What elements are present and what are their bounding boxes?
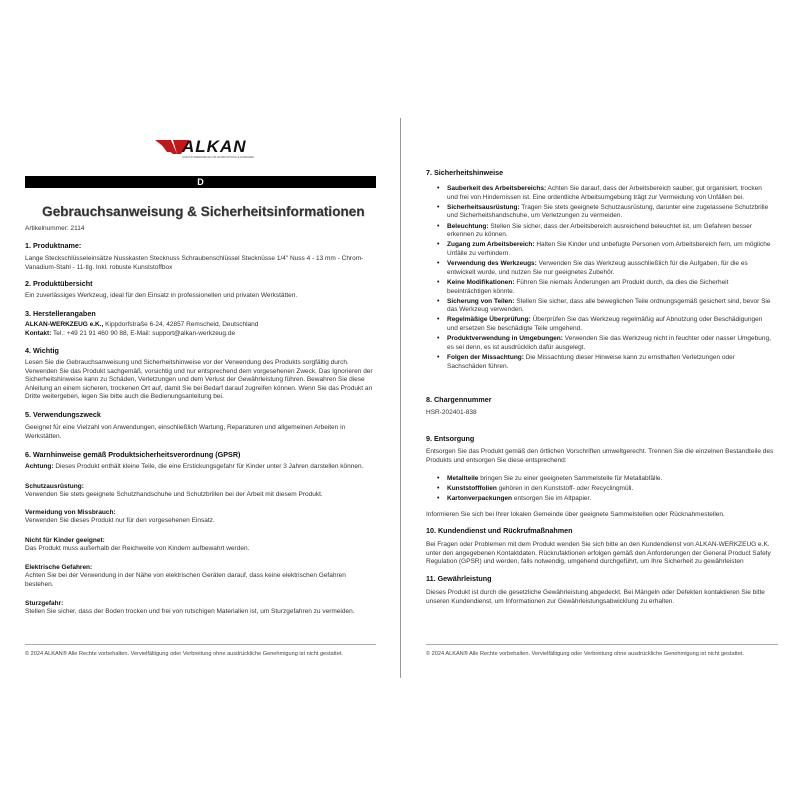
important-text: Lesen Sie die Gebrauchsanweisung und Sicherheitshinweise vor der Verwendung des Produkts sorgfältig durch. Verwenden Sie das Produkt sachgemäß, vorsichtig und nur entsprechend dem vorgesehenen Zweck. Das Ignorieren der Sicherheitshinweise kann zu Schäden, Verletzungen und dem Verlust der Gewährleistung führen. Bewahren Sie diese Anleitung an einem sicheren, trockenen Ort auf, damit Sie bei Bedarf darauf zugreifen können. Wenn Sie das Produkt an Dritte weitergeben, legen Sie bitte auch die Bedienungsanleitung bei. <box>25 359 373 401</box>
list-item: • Sauberkeit des Arbeitsbereichs: Achten Sie darauf, dass der Arbeitsbereich sauber, gut organisiert, trocken und frei von Hindernissen ist. Eine ordentliche Arbeitsumgebung trägt zur Vermeidung von Unfällen bei. <box>437 185 762 201</box>
right-page <box>402 0 800 800</box>
safety-list <box>434 185 774 373</box>
list-item: • Folgen der Missachtung: Die Missachtung dieser Hinweise kann zu ernsthaften Verletzungen oder Sachschäden führen. <box>437 354 735 370</box>
section-heading-3: 3. Herstellerangaben <box>25 309 96 318</box>
company-name: ALKAN-WERKZEUG e.K., <box>25 321 104 328</box>
warning-text-electrical: Achten Sie bei der Verwendung in der Nähe von elektrischen Geräten darauf, dass keine elektrischen Gefahren bestehen. <box>25 572 346 588</box>
product-overview-text: Ein zuverlässiges Werkzeug, ideal für den Einsatz in professionellen und privaten Werkstätten. <box>25 292 298 299</box>
section-heading-6: 6. Warnhinweise gemäß Produktsicherheitsverordnung (GPSR) <box>25 450 241 459</box>
footer-left: © 2024 ALKAN® Alle Rechte vorbehalten. Vervielfältigung oder Verbreitung ohne ausdrückliche Genehmigung ist nicht gestattet. <box>25 651 343 657</box>
contact-details: Tel.: +49 21 91 460 90 88, E-Mail: support@alkan-werkzeug.de <box>51 330 236 337</box>
section-heading-9: 9. Entsorgung <box>426 434 475 443</box>
attention-text <box>25 463 380 472</box>
warning-title-misuse: Vermeidung von Missbrauch: <box>25 509 116 516</box>
language-bar <box>25 176 376 188</box>
warning-text-misuse: Verwenden Sie dieses Produkt nur für den vorgesehenen Einsatz. <box>25 517 215 524</box>
section-heading-10: 10. Kundendienst und Rückrufmaßnahmen <box>426 526 573 535</box>
warning-title-electrical: Elektrische Gefahren: <box>25 564 93 571</box>
warning-title-children: Nicht für Kinder geeignet: <box>25 537 105 544</box>
list-item: • Zugang zum Arbeitsbereich: Halten Sie Kinder und unbefugte Personen vom Arbeitsbereich fern, um mögliche Unfälle zu verhindern. <box>437 241 771 257</box>
section-heading-4: 4. Wichtig <box>25 346 59 355</box>
warning-text-children: Das Produkt muss außerhalb der Reichweite von Kindern aufbewahrt werden. <box>25 545 250 552</box>
warning-text-protective-gear: Verwenden Sie stets geeignete Schutzhandschuhe und Schutzbrillen bei der Arbeit mit diesem Produkt. <box>25 491 323 498</box>
list-item: • Regelmäßige Überprüfung: Überprüfen Sie das Werkzeug regelmäßig auf Abnutzung oder Beschädigungen und ersetzen Sie beschädigte Teile umgehend. <box>437 316 763 333</box>
company-address: Kippdorfstraße 6-24, 42857 Remscheid, Deutschland <box>103 321 259 328</box>
list-item: • Sicherung von Teilen: Stellen Sie sicher, dass alle beweglichen Teile ordnungsgemäß gesichert sind, bevor Sie das Werkzeug verwenden. <box>437 297 771 314</box>
section-heading-8: 8. Chargennummer <box>426 395 492 404</box>
logo-text: ALKAN <box>182 137 247 156</box>
section-heading-1: 1. Produktname: <box>25 241 82 250</box>
language-code: D <box>197 177 204 187</box>
warning-title-fall: Sturzgefahr: <box>25 600 64 607</box>
section-heading-5: 5. Verwendungszweck <box>25 410 101 419</box>
disposal-list <box>434 475 774 506</box>
article-number: Artikelnummer: 2114 <box>25 225 85 232</box>
section-heading-7: 7. Sicherheitshinweise <box>426 168 504 177</box>
customer-service-text: Bei Fragen oder Problemen mit dem Produkt wenden Sie sich bitte an den Kundendienst von ALKAN-WERKZEUG e.K. unter den angegebenen Kontaktdaten. Rückrufaktionen erfolgen gemäß den Anforderungen der General Product Safety Regulation (GPSR) und werden, falls notwendig, umgehend durchgeführt, um Ihre Sicherheit zu gewährleisten <box>426 541 771 566</box>
product-name-text: Lange Steckschlüsseleinsätze Nusskasten Stecknuss Schraubenschlüssel Stecknüsse 1/4" Nuss 4 - 13 mm - Chrom-Vanadium-Stahl - 11-tlg. Inkl. robuste Kunststoffbox <box>25 255 364 271</box>
list-item: • Keine Modifikationen: Führen Sie niemals Änderungen am Produkt durch, da dies die Sicherheit beeinträchtigen könnte. <box>437 278 729 295</box>
attention-label: Achtung: <box>25 463 54 470</box>
brand-logo <box>155 136 254 162</box>
list-item: • Sicherheitsausrüstung: Tragen Sie stets geeignete Schutzausrüstung, darunter eine zugelassene Schutzbrille und Sicherheitshandschuhe, um Verletzungen zu vermeiden. <box>437 203 769 220</box>
manufacturer-address <box>25 321 375 330</box>
batch-number: HSR-202401-838 <box>426 409 477 416</box>
list-item: • Beleuchtung: Stellen Sie sicher, dass der Arbeitsbereich ausreichend beleuchtet ist, um Gefahren besser erkennen zu können. <box>437 222 752 239</box>
footer-divider-right <box>426 644 778 645</box>
disposal-outro: Informieren Sie sich bei Ihrer lokalen Gemeinde über geeignete Sammelstellen oder Rücknahmestellen. <box>426 511 725 518</box>
list-item: • Verwendung des Werkzeugs: Verwenden Sie das Werkzeug ausschließlich für die Aufgaben, für die es entwickelt wurde, und nutzen Sie nur geeignetes Zubehör. <box>437 260 748 276</box>
list-item: • Kunststofffolien gehören in den Kunststoff- oder Recyclingmüll. <box>437 485 634 493</box>
warning-title-protective-gear: Schutzausrüstung: <box>25 483 84 490</box>
warning-text-fall: Stellen Sie sicher, dass der Boden trocken und frei von rutschigen Materialien ist, um Sturzgefahren zu vermeiden. <box>25 608 355 615</box>
section-heading-2: 2. Produktübersicht <box>25 279 93 288</box>
list-item: • Metallteile bringen Sie zu einer geeigneten Sammelstelle für Metallabfälle. <box>437 475 663 482</box>
doc-title: Gebrauchsanweisung & Sicherheitsinformationen <box>42 204 365 219</box>
section-heading-11: 11. Gewährleistung <box>426 574 492 583</box>
logo-tagline: QUALITÄTSWERKZEUGE FÜR ANSPRUCHSVOLLE ANWENDER <box>182 156 254 159</box>
list-item: • Produktverwendung in Umgebungen: Verwenden Sie das Werkzeug nicht in feuchter oder nasser Umgebung, es sei denn, es ist ausdrücklich dafür ausgelegt. <box>437 335 771 351</box>
contact-label: Kontakt: <box>25 330 52 337</box>
page-divider <box>400 118 401 678</box>
manufacturer-contact <box>25 330 375 339</box>
disposal-intro: Entsorgen Sie das Produkt gemäß den örtlichen Vorschriften umweltgerecht. Trennen Sie die einzelnen Bestandteile des Produkts und entsorgen Sie diese entsprechend: <box>426 448 774 464</box>
warranty-text: Dieses Produkt ist durch die gesetzliche Gewährleistung abgedeckt. Bei Mängeln oder Defekten kontaktieren Sie bitte unseren Kundendienst, um Informationen zur Gewährleistungsabwicklung zu erhalten. <box>426 589 765 605</box>
attention-body: Dieses Produkt enthält kleine Teile, die eine Erstickungsgefahr für Kinder unter 3 Jahren darstellen können. <box>53 463 364 470</box>
list-item: • Kartonverpackungen entsorgen Sie im Altpapier. <box>437 495 592 503</box>
footer-right: © 2024 ALKAN® Alle Rechte vorbehalten. Vervielfältigung oder Verbreitung ohne ausdrückliche Genehmigung ist nicht gestattet. <box>426 651 744 657</box>
footer-divider-left <box>25 644 376 645</box>
intended-use-text: Geeignet für eine Vielzahl von Anwendungen, einschließlich Wartung, Reparaturen und allgemeinen Arbeiten in Werkstätten. <box>25 424 346 440</box>
